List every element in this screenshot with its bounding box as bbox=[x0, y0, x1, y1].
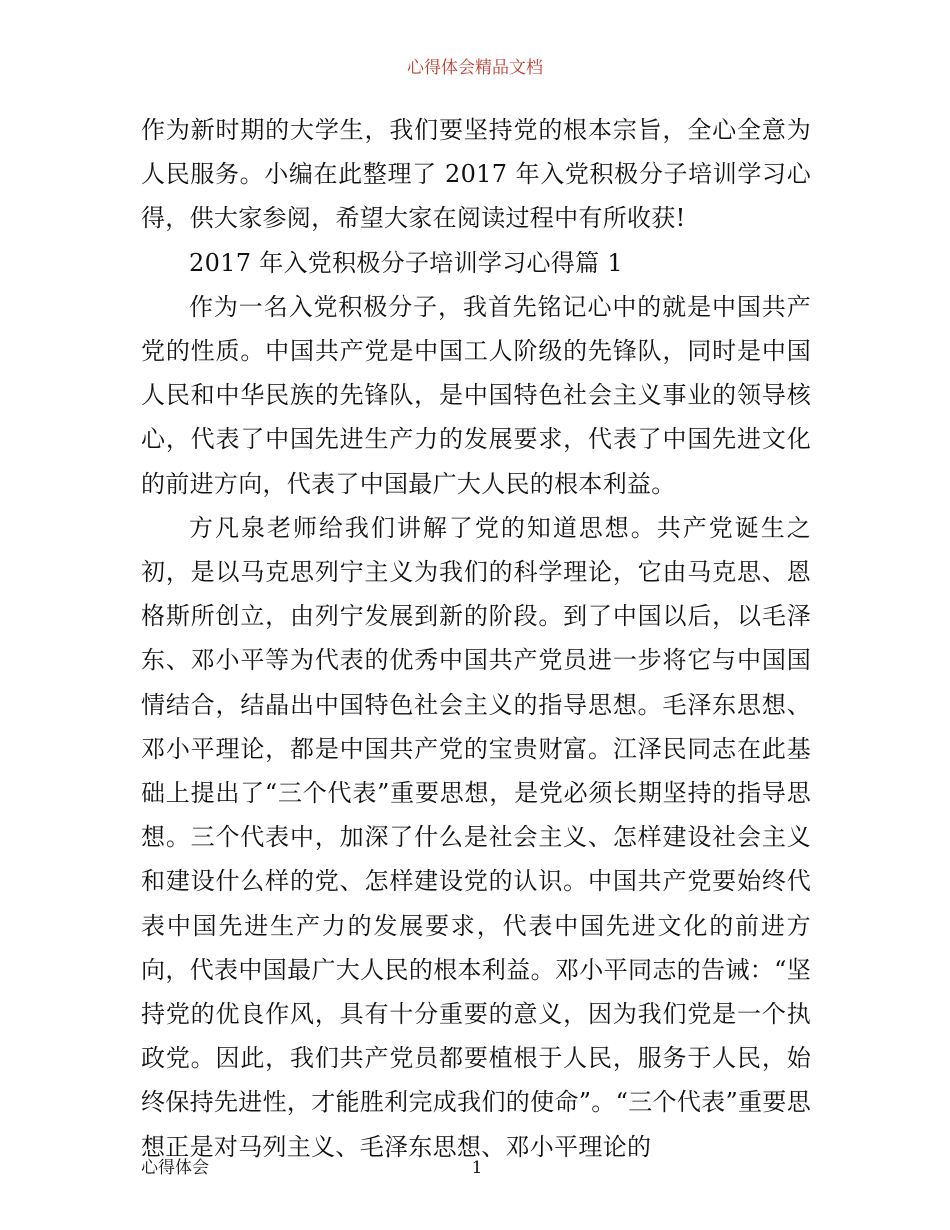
page-number: 1 bbox=[471, 1158, 483, 1178]
body-paragraph: 方凡泉老师给我们讲解了党的知道思想。共产党诞生之初，是以马克思列宁主义为我们的科学理论，它由马克思、恩格斯所创立，由列宁发展到新的阶段。到了中国以后，以毛泽东、邓小平等为代表的优秀中国共产党员进一步将它与中国国情结合，结晶出中国特色社会主义的指导思想。毛泽东思想、邓小平理论，都是中国共产党的宝贵财富。江泽民同志在此基础上提出了“三个代表”重要思想，是党必须长期坚持的指导思想。三个代表中，加深了什么是社会主义、怎样建设社会主义和建设什么样的党、怎样建设党的认识。中国共产党要始终代表中国先进生产力的发展要求，代表中国先进文化的前进方向，代表中国最广大人民的根本利益。邓小平同志的告诫：“坚持党的优良作风，具有十分重要的意义，因为我们党是一个执政党。因此，我们共产党员都要植根于人民，服务于人民，始终保持先进性，才能胜利完成我们的使命”。“三个代表”重要思想正是对马列主义、毛泽东思想、邓小平理论的 bbox=[141, 513, 811, 1161]
document-body bbox=[141, 108, 811, 1169]
intro-paragraph: 作为新时期的大学生，我们要坚持党的根本宗旨，全心全意为人民服务。小编在此整理了 2017 年入党积极分子培训学习心得，供大家参阅，希望大家在阅读过程中有所收获! bbox=[141, 116, 811, 233]
section-heading: 2017 年入党积极分子培训学习心得篇 1 bbox=[189, 248, 623, 277]
page-header-title: 心得体会精品文档 bbox=[407, 58, 543, 78]
body-paragraph: 作为一名入党积极分子，我首先铭记心中的就是中国共产党的性质。中国共产党是中国工人阶级的先锋队，同时是中国人民和中华民族的先锋队，是中国特色社会主义事业的领导核心，代表了中国先进生产力的发展要求，代表了中国先进文化的前进方向，代表了中国最广大人民的根本利益。 bbox=[141, 292, 811, 498]
footer-label: 心得体会 bbox=[141, 1158, 209, 1178]
